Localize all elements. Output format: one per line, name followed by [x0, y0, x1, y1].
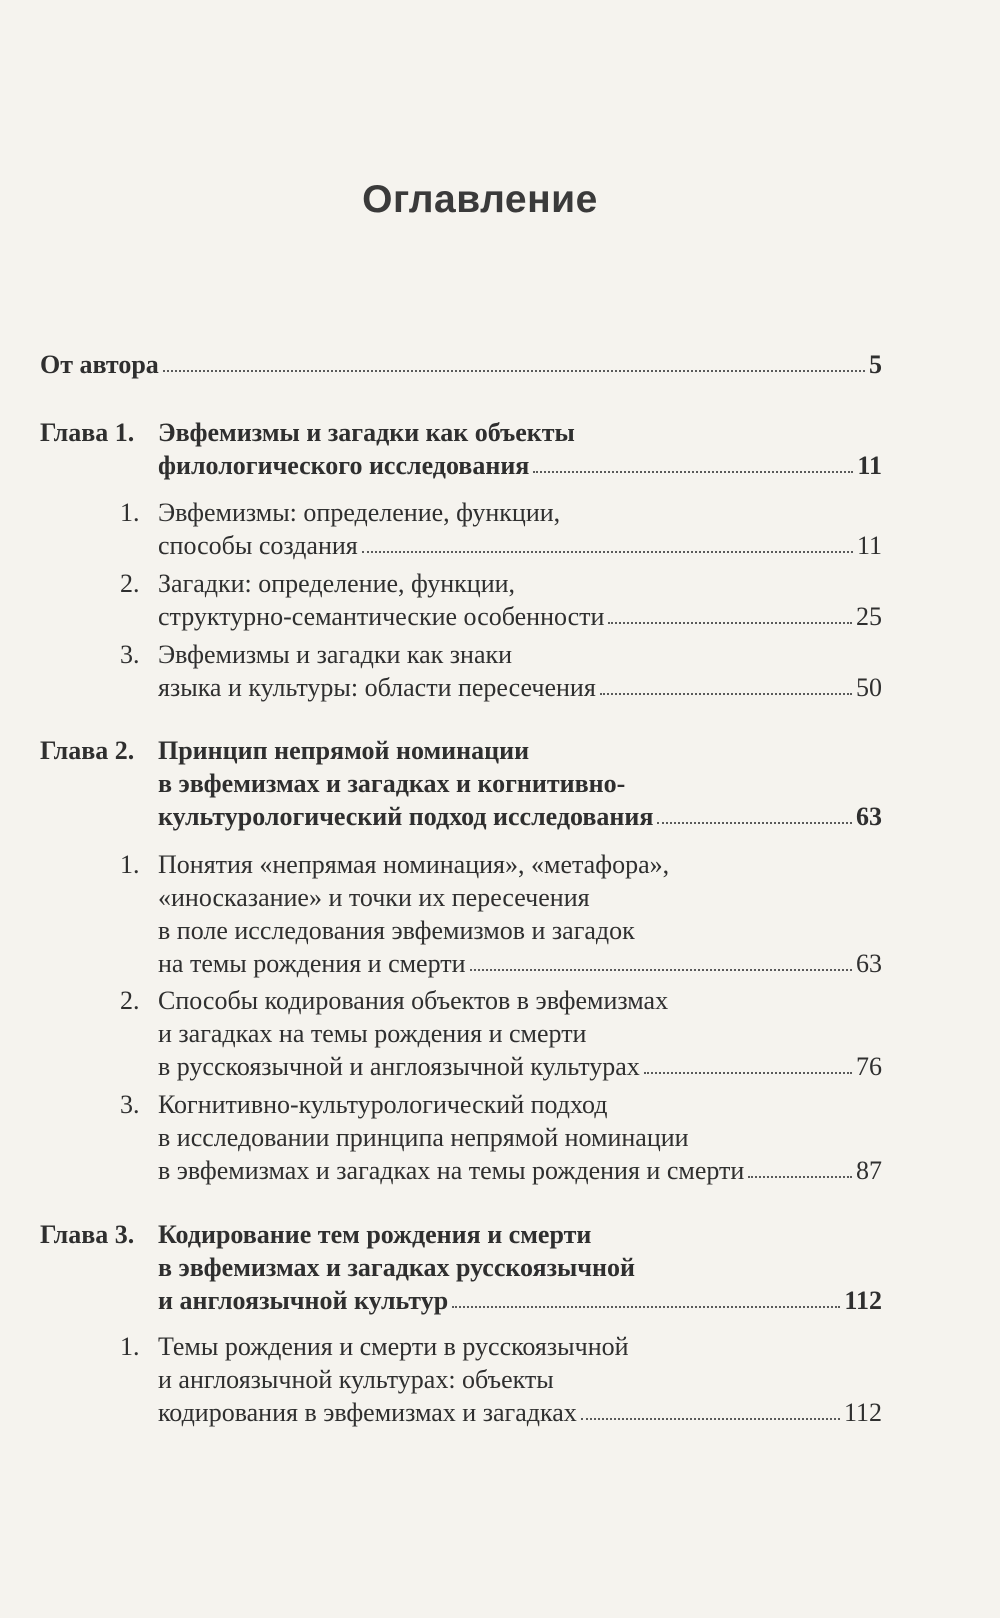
section-title-line: Эвфемизмы: определение, функции, [158, 498, 561, 527]
toc-chapter-3[interactable] [40, 1218, 882, 1317]
section-title-line: Способы кодирования объектов в эвфемизмах [158, 986, 669, 1015]
toc-section-2-1[interactable] [40, 848, 882, 980]
page-number: 50 [856, 673, 882, 702]
section-title-line: Темы рождения и смерти в русскоязычной [158, 1332, 629, 1361]
toc-section-2-2[interactable] [40, 984, 882, 1083]
toc-entry-foreword[interactable] [40, 348, 882, 381]
chapter-label: Глава 3. [40, 1220, 135, 1249]
page-number: 11 [857, 451, 882, 480]
toc-section-1-3[interactable] [40, 638, 882, 704]
toc-section-1-1[interactable] [40, 496, 882, 562]
section-title-line: и англоязычной культурах: объекты [158, 1365, 554, 1394]
chapter-title-line: и англоязычной культур [158, 1286, 449, 1315]
section-title-line: в русскоязычной и англоязычной культурах [158, 1052, 640, 1081]
toc-section-3-1[interactable] [40, 1330, 882, 1429]
page-number: 87 [856, 1156, 882, 1185]
page-number: 112 [844, 1286, 882, 1315]
dot-leader [362, 532, 853, 553]
page-number: 63 [856, 949, 882, 978]
chapter-title-line: культурологический подход исследования [158, 802, 654, 831]
chapter-title-line: в эвфемизмах и загадках русскоязычной [158, 1253, 635, 1282]
chapter-label: Глава 2. [40, 736, 135, 765]
chapter-label: Глава 1. [40, 418, 135, 447]
section-title-line: кодирования в эвфемизмах и загадках [158, 1398, 577, 1427]
dot-leader [644, 1053, 852, 1074]
dot-leader [452, 1287, 840, 1308]
page-number: 11 [856, 531, 882, 560]
chapter-title-line: Эвфемизмы и загадки как объекты [158, 418, 575, 447]
dot-leader [608, 603, 852, 624]
page-number: 63 [856, 802, 882, 831]
dot-leader [581, 1399, 840, 1420]
section-title-line: в поле исследования эвфемизмов и загадок [158, 916, 635, 945]
section-title-line: Когнитивно-культурологический подход [158, 1090, 608, 1119]
section-title-line: и загадках на темы рождения и смерти [158, 1019, 587, 1048]
section-number: 1. [120, 498, 140, 527]
section-title-line: языка и культуры: области пересечения [158, 673, 596, 702]
section-title-line: Эвфемизмы и загадки как знаки [158, 640, 513, 669]
dot-leader [470, 950, 852, 971]
section-number: 1. [120, 1332, 140, 1361]
section-number: 3. [120, 640, 140, 669]
chapter-title-line: Принцип непрямой номинации [158, 736, 530, 765]
section-title-line: «иносказание» и точки их пересечения [158, 883, 590, 912]
dot-leader [533, 452, 853, 473]
dot-leader [657, 803, 852, 824]
toc-chapter-2[interactable] [40, 734, 882, 833]
chapter-title-line: в эвфемизмах и загадках и когнитивно- [158, 769, 626, 798]
dot-leader [163, 351, 865, 372]
page-number: 5 [869, 350, 882, 379]
entry-label: От автора [40, 350, 159, 379]
toc-section-1-2[interactable] [40, 567, 882, 633]
section-number: 3. [120, 1090, 140, 1119]
dot-leader [600, 674, 852, 695]
chapter-title-line: Кодирование тем рождения и смерти [158, 1220, 592, 1249]
section-title-line: на темы рождения и смерти [158, 949, 466, 978]
chapter-title-line: филологического исследования [158, 451, 530, 480]
dot-leader [748, 1157, 852, 1178]
page-title: Оглавление [362, 178, 598, 221]
toc-chapter-1[interactable] [40, 416, 882, 482]
section-title-line: в исследовании принципа непрямой номинации [158, 1123, 689, 1152]
section-number: 2. [120, 569, 140, 598]
page-number: 25 [856, 602, 882, 631]
section-number: 2. [120, 986, 140, 1015]
section-title-line: способы создания [158, 531, 358, 560]
page-number: 112 [843, 1398, 882, 1427]
section-title-line: структурно-семантические особенности [158, 602, 605, 631]
section-title-line: в эвфемизмах и загадках на темы рождения и смерти [158, 1156, 745, 1185]
section-number: 1. [120, 850, 140, 879]
section-title-line: Понятия «непрямая номинация», «метафора», [158, 850, 670, 879]
page-number: 76 [856, 1052, 882, 1081]
toc-section-2-3[interactable] [40, 1088, 882, 1187]
section-title-line: Загадки: определение, функции, [158, 569, 516, 598]
